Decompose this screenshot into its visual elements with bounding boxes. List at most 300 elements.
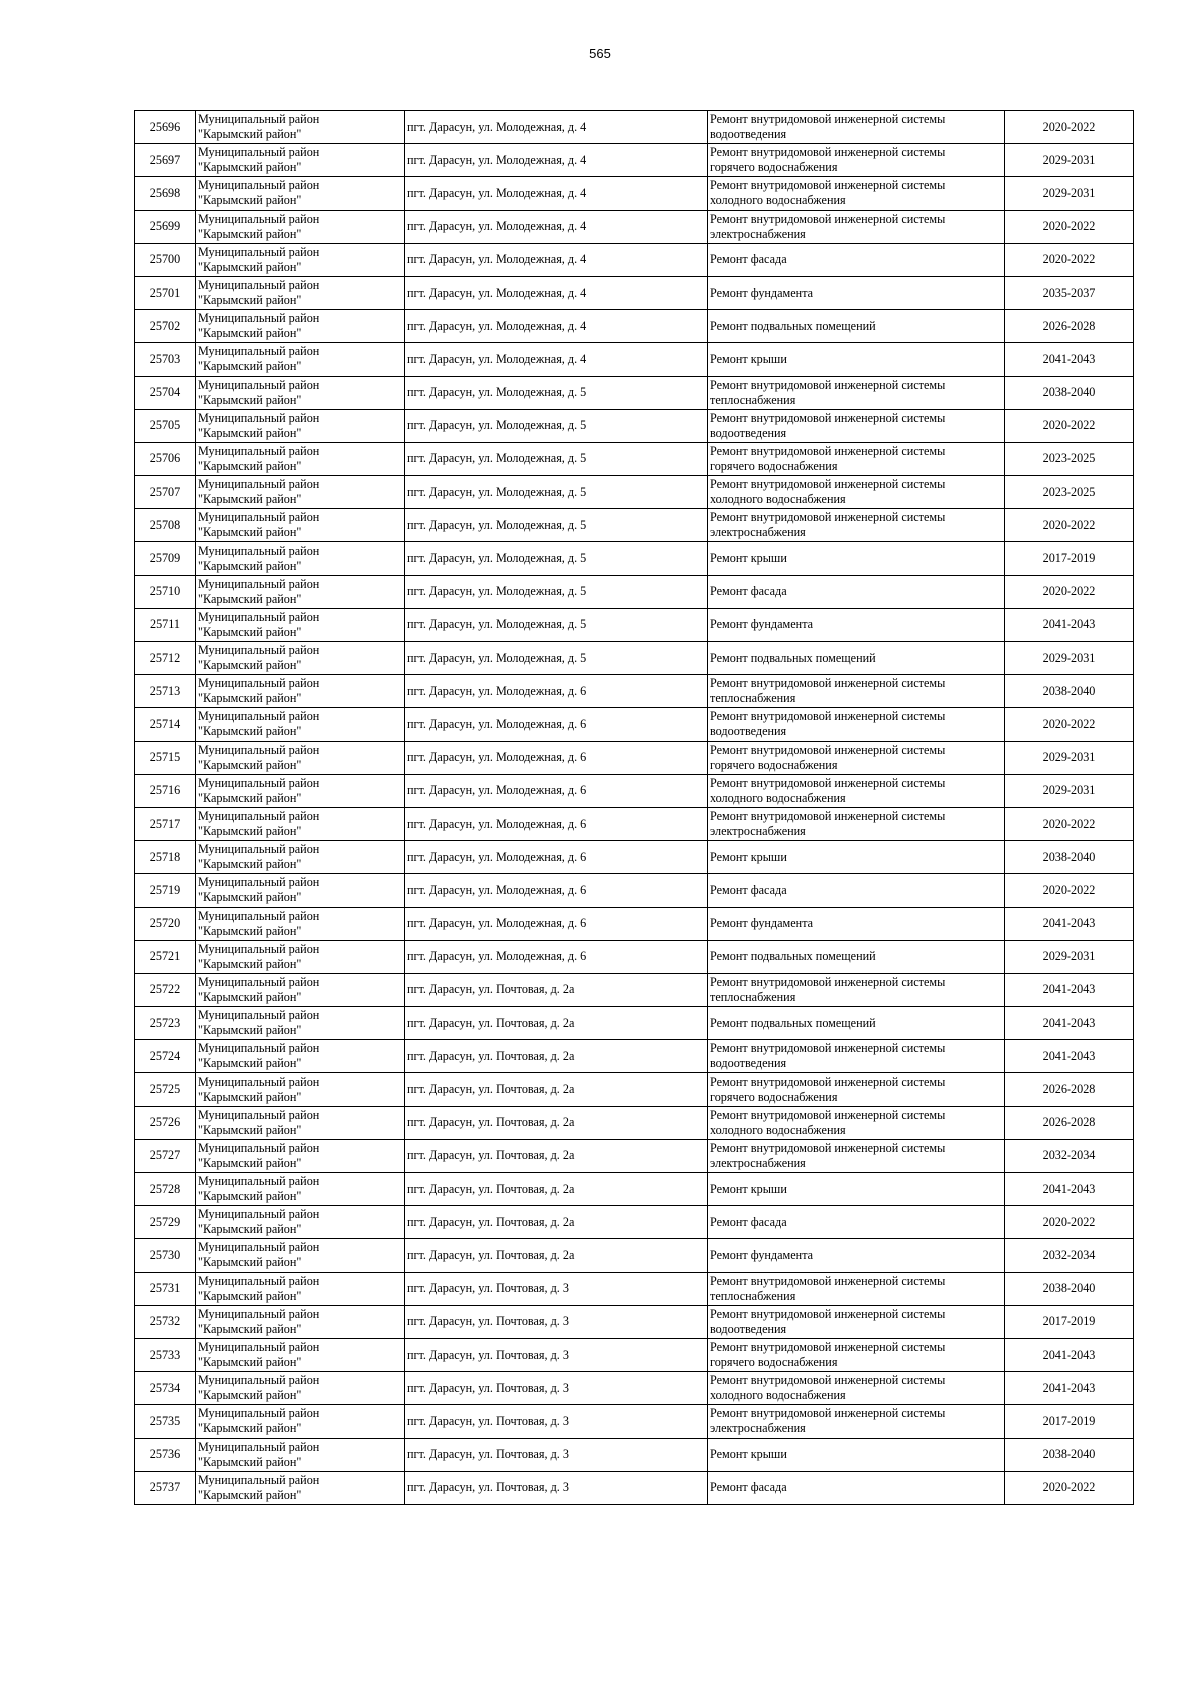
address-text: пгт. Дарасун, ул. Почтовая, д. 3	[407, 1480, 569, 1495]
table-row	[135, 575, 1134, 608]
period-text: 2020-2022	[1042, 816, 1096, 831]
period-text: 2032-2034	[1042, 1148, 1096, 1163]
address-cell	[405, 1405, 708, 1438]
district-text: Муниципальный район "Карымский район"	[198, 1074, 320, 1104]
period-cell	[1005, 276, 1134, 309]
address-text: пгт. Дарасун, ул. Молодежная, д. 6	[407, 916, 587, 931]
work-text: Ремонт внутридомовой инженерной системы электроснабжения	[710, 211, 946, 241]
num-text: 25707	[149, 484, 181, 499]
work-text: Ремонт подвальных помещений	[710, 318, 876, 333]
address-cell	[405, 608, 708, 641]
table-row	[135, 774, 1134, 807]
period-cell	[1005, 1471, 1134, 1504]
address-text: пгт. Дарасун, ул. Молодежная, д. 5	[407, 484, 587, 499]
address-text: пгт. Дарасун, ул. Молодежная, д. 4	[407, 219, 587, 234]
work-text: Ремонт внутридомовой инженерной системы водоотведения	[710, 112, 946, 142]
record-number-cell	[135, 973, 196, 1006]
district-cell	[196, 973, 405, 1006]
record-number-cell	[135, 1173, 196, 1206]
period-cell	[1005, 1239, 1134, 1272]
district-text: Муниципальный район "Карымский район"	[198, 709, 320, 739]
address-text: пгт. Дарасун, ул. Молодежная, д. 5	[407, 551, 587, 566]
work-text: Ремонт внутридомовой инженерной системы электроснабжения	[710, 1406, 946, 1436]
district-text: Муниципальный район "Карымский район"	[198, 1340, 320, 1370]
period-cell	[1005, 642, 1134, 675]
district-text: Муниципальный район "Карымский район"	[198, 344, 320, 374]
district-text: Муниципальный район "Карымский район"	[198, 278, 320, 308]
district-text: Муниципальный район "Карымский район"	[198, 112, 320, 142]
record-number-cell	[135, 575, 196, 608]
district-text: Муниципальный район "Карымский район"	[198, 875, 320, 905]
work-type-cell	[708, 542, 1005, 575]
work-type-cell	[708, 509, 1005, 542]
work-text: Ремонт фасада	[710, 1214, 787, 1229]
record-number-cell	[135, 1405, 196, 1438]
address-cell	[405, 1073, 708, 1106]
period-text: 2020-2022	[1042, 716, 1096, 731]
address-text: пгт. Дарасун, ул. Молодежная, д. 5	[407, 584, 587, 599]
record-number-cell	[135, 310, 196, 343]
work-type-cell	[708, 1239, 1005, 1272]
district-cell	[196, 1405, 405, 1438]
period-text: 2020-2022	[1042, 418, 1096, 433]
district-cell	[196, 1305, 405, 1338]
work-type-cell	[708, 210, 1005, 243]
period-cell	[1005, 1206, 1134, 1239]
district-text: Муниципальный район "Карымский район"	[198, 377, 320, 407]
work-type-cell	[708, 1471, 1005, 1504]
work-text: Ремонт фундамента	[710, 1247, 814, 1262]
table-row	[135, 907, 1134, 940]
period-cell	[1005, 1305, 1134, 1338]
period-text: 2017-2019	[1042, 1413, 1096, 1428]
period-text: 2029-2031	[1042, 152, 1096, 167]
address-text: пгт. Дарасун, ул. Молодежная, д. 4	[407, 285, 587, 300]
table-row	[135, 509, 1134, 542]
address-text: пгт. Дарасун, ул. Молодежная, д. 5	[407, 617, 587, 632]
period-text: 2020-2022	[1042, 252, 1096, 267]
num-text: 25725	[149, 1082, 181, 1097]
period-text: 2020-2022	[1042, 1480, 1096, 1495]
district-cell	[196, 1272, 405, 1305]
period-cell	[1005, 708, 1134, 741]
period-text: 2041-2043	[1042, 617, 1096, 632]
record-number-cell	[135, 874, 196, 907]
work-type-cell	[708, 376, 1005, 409]
record-number-cell	[135, 708, 196, 741]
address-cell	[405, 575, 708, 608]
address-text: пгт. Дарасун, ул. Молодежная, д. 6	[407, 849, 587, 864]
district-text: Муниципальный район "Карымский район"	[198, 643, 320, 673]
table-row	[135, 1305, 1134, 1338]
district-cell	[196, 1471, 405, 1504]
num-text: 25727	[149, 1148, 181, 1163]
work-type-cell	[708, 608, 1005, 641]
table-row	[135, 741, 1134, 774]
address-text: пгт. Дарасун, ул. Почтовая, д. 2а	[407, 1214, 575, 1229]
work-type-cell	[708, 807, 1005, 840]
record-number-cell	[135, 642, 196, 675]
num-text: 25713	[149, 683, 181, 698]
address-cell	[405, 774, 708, 807]
work-text: Ремонт внутридомовой инженерной системы холодного водоснабжения	[710, 775, 946, 805]
address-text: пгт. Дарасун, ул. Молодежная, д. 5	[407, 517, 587, 532]
district-text: Муниципальный район "Карымский район"	[198, 178, 320, 208]
work-text: Ремонт фундамента	[710, 916, 814, 931]
period-cell	[1005, 343, 1134, 376]
num-text: 25717	[149, 816, 181, 831]
district-cell	[196, 841, 405, 874]
district-text: Муниципальный район "Карымский район"	[198, 211, 320, 241]
address-cell	[405, 1305, 708, 1338]
district-cell	[196, 476, 405, 509]
district-cell	[196, 1239, 405, 1272]
work-text: Ремонт крыши	[710, 351, 787, 366]
district-cell	[196, 509, 405, 542]
district-cell	[196, 807, 405, 840]
record-number-cell	[135, 907, 196, 940]
period-cell	[1005, 1173, 1134, 1206]
period-text: 2038-2040	[1042, 385, 1096, 400]
num-text: 25732	[149, 1314, 181, 1329]
period-text: 2029-2031	[1042, 750, 1096, 765]
period-cell	[1005, 177, 1134, 210]
period-text: 2026-2028	[1042, 1115, 1096, 1130]
record-number-cell	[135, 177, 196, 210]
period-text: 2020-2022	[1042, 584, 1096, 599]
period-cell	[1005, 442, 1134, 475]
table-row	[135, 1007, 1134, 1040]
address-text: пгт. Дарасун, ул. Молодежная, д. 4	[407, 119, 587, 134]
work-type-cell	[708, 708, 1005, 741]
records-table-body	[135, 111, 1134, 1505]
period-text: 2029-2031	[1042, 783, 1096, 798]
work-text: Ремонт крыши	[710, 1181, 787, 1196]
district-cell	[196, 575, 405, 608]
work-type-cell	[708, 1007, 1005, 1040]
work-type-cell	[708, 940, 1005, 973]
district-cell	[196, 376, 405, 409]
work-type-cell	[708, 907, 1005, 940]
address-text: пгт. Дарасун, ул. Молодежная, д. 4	[407, 185, 587, 200]
record-number-cell	[135, 442, 196, 475]
address-cell	[405, 310, 708, 343]
district-cell	[196, 243, 405, 276]
address-text: пгт. Дарасун, ул. Молодежная, д. 5	[407, 451, 587, 466]
district-cell	[196, 741, 405, 774]
district-cell	[196, 774, 405, 807]
district-text: Муниципальный район "Карымский район"	[198, 410, 320, 440]
period-text: 2023-2025	[1042, 484, 1096, 499]
table-row	[135, 940, 1134, 973]
table-row	[135, 608, 1134, 641]
address-cell	[405, 1471, 708, 1504]
period-cell	[1005, 310, 1134, 343]
period-cell	[1005, 1007, 1134, 1040]
address-text: пгт. Дарасун, ул. Почтовая, д. 2а	[407, 1148, 575, 1163]
district-text: Муниципальный район "Карымский район"	[198, 510, 320, 540]
district-text: Муниципальный район "Карымский район"	[198, 244, 320, 274]
num-text: 25710	[149, 584, 181, 599]
num-text: 25698	[149, 185, 181, 200]
num-text: 25700	[149, 252, 181, 267]
num-text: 25696	[149, 119, 181, 134]
num-text: 25737	[149, 1480, 181, 1495]
district-cell	[196, 1173, 405, 1206]
table-row	[135, 1106, 1134, 1139]
record-number-cell	[135, 343, 196, 376]
record-number-cell	[135, 1040, 196, 1073]
district-cell	[196, 874, 405, 907]
district-text: Муниципальный район "Карымский район"	[198, 842, 320, 872]
work-type-cell	[708, 310, 1005, 343]
district-text: Муниципальный район "Карымский район"	[198, 1240, 320, 1270]
table-row	[135, 1073, 1134, 1106]
district-text: Муниципальный район "Карымский район"	[198, 1041, 320, 1071]
address-cell	[405, 874, 708, 907]
district-text: Муниципальный район "Карымский район"	[198, 1174, 320, 1204]
table-row	[135, 1471, 1134, 1504]
work-type-cell	[708, 1338, 1005, 1371]
work-type-cell	[708, 111, 1005, 144]
num-text: 25728	[149, 1181, 181, 1196]
work-type-cell	[708, 1372, 1005, 1405]
period-cell	[1005, 376, 1134, 409]
period-cell	[1005, 409, 1134, 442]
table-row	[135, 1040, 1134, 1073]
district-text: Муниципальный район "Карымский район"	[198, 974, 320, 1004]
address-text: пгт. Дарасун, ул. Молодежная, д. 6	[407, 783, 587, 798]
record-number-cell	[135, 1106, 196, 1139]
work-text: Ремонт крыши	[710, 849, 787, 864]
period-cell	[1005, 1405, 1134, 1438]
page-number: 565	[589, 46, 611, 61]
table-row	[135, 1438, 1134, 1471]
address-text: пгт. Дарасун, ул. Почтовая, д. 3	[407, 1347, 569, 1362]
address-cell	[405, 1173, 708, 1206]
district-text: Муниципальный район "Карымский район"	[198, 775, 320, 805]
district-text: Муниципальный район "Карымский район"	[198, 1306, 320, 1336]
period-text: 2017-2019	[1042, 551, 1096, 566]
address-text: пгт. Дарасун, ул. Почтовая, д. 3	[407, 1314, 569, 1329]
table-row	[135, 442, 1134, 475]
table-row	[135, 1239, 1134, 1272]
record-number-cell	[135, 210, 196, 243]
address-cell	[405, 442, 708, 475]
work-type-cell	[708, 1040, 1005, 1073]
district-text: Муниципальный район "Карымский район"	[198, 1008, 320, 1038]
num-text: 25716	[149, 783, 181, 798]
address-text: пгт. Дарасун, ул. Почтовая, д. 3	[407, 1281, 569, 1296]
address-cell	[405, 907, 708, 940]
work-type-cell	[708, 741, 1005, 774]
work-text: Ремонт подвальных помещений	[710, 650, 876, 665]
period-cell	[1005, 774, 1134, 807]
district-cell	[196, 276, 405, 309]
table-row	[135, 1372, 1134, 1405]
work-text: Ремонт фасада	[710, 1480, 787, 1495]
work-type-cell	[708, 1305, 1005, 1338]
work-type-cell	[708, 144, 1005, 177]
table-row	[135, 177, 1134, 210]
district-cell	[196, 1372, 405, 1405]
num-text: 25704	[149, 385, 181, 400]
num-text: 25726	[149, 1115, 181, 1130]
num-text: 25702	[149, 318, 181, 333]
record-number-cell	[135, 1206, 196, 1239]
records-table	[134, 110, 1134, 1505]
work-text: Ремонт крыши	[710, 1447, 787, 1462]
work-type-cell	[708, 774, 1005, 807]
record-number-cell	[135, 1471, 196, 1504]
period-cell	[1005, 940, 1134, 973]
num-text: 25705	[149, 418, 181, 433]
num-text: 25729	[149, 1214, 181, 1229]
period-cell	[1005, 1338, 1134, 1371]
work-type-cell	[708, 476, 1005, 509]
work-type-cell	[708, 642, 1005, 675]
address-text: пгт. Дарасун, ул. Почтовая, д. 2а	[407, 1048, 575, 1063]
record-number-cell	[135, 1305, 196, 1338]
num-text: 25709	[149, 551, 181, 566]
table-row	[135, 376, 1134, 409]
work-text: Ремонт внутридомовой инженерной системы горячего водоснабжения	[710, 1074, 946, 1104]
table-row	[135, 111, 1134, 144]
address-cell	[405, 642, 708, 675]
num-text: 25714	[149, 716, 181, 731]
address-cell	[405, 1206, 708, 1239]
record-number-cell	[135, 509, 196, 542]
period-text: 2029-2031	[1042, 650, 1096, 665]
num-text: 25720	[149, 916, 181, 931]
address-cell	[405, 243, 708, 276]
district-text: Муниципальный район "Карымский район"	[198, 809, 320, 839]
address-text: пгт. Дарасун, ул. Почтовая, д. 2а	[407, 1015, 575, 1030]
address-text: пгт. Дарасун, ул. Молодежная, д. 5	[407, 418, 587, 433]
district-text: Муниципальный район "Карымский район"	[198, 908, 320, 938]
num-text: 25734	[149, 1380, 181, 1395]
district-cell	[196, 177, 405, 210]
district-text: Муниципальный район "Карымский район"	[198, 941, 320, 971]
work-text: Ремонт внутридомовой инженерной системы электроснабжения	[710, 1140, 946, 1170]
district-cell	[196, 1073, 405, 1106]
period-text: 2035-2037	[1042, 285, 1096, 300]
record-number-cell	[135, 1438, 196, 1471]
district-cell	[196, 675, 405, 708]
num-text: 25731	[149, 1281, 181, 1296]
period-cell	[1005, 907, 1134, 940]
district-cell	[196, 144, 405, 177]
table-row	[135, 210, 1134, 243]
record-number-cell	[135, 1272, 196, 1305]
period-text: 2041-2043	[1042, 1048, 1096, 1063]
district-text: Муниципальный район "Карымский район"	[198, 1107, 320, 1137]
work-text: Ремонт крыши	[710, 551, 787, 566]
record-number-cell	[135, 608, 196, 641]
table-row	[135, 1173, 1134, 1206]
district-text: Муниципальный район "Карымский район"	[198, 1373, 320, 1403]
record-number-cell	[135, 243, 196, 276]
address-cell	[405, 1438, 708, 1471]
work-type-cell	[708, 1073, 1005, 1106]
num-text: 25730	[149, 1247, 181, 1262]
address-cell	[405, 841, 708, 874]
table-row	[135, 807, 1134, 840]
record-number-cell	[135, 476, 196, 509]
work-type-cell	[708, 1206, 1005, 1239]
address-cell	[405, 509, 708, 542]
period-text: 2041-2043	[1042, 1181, 1096, 1196]
address-text: пгт. Дарасун, ул. Молодежная, д. 6	[407, 683, 587, 698]
address-text: пгт. Дарасун, ул. Почтовая, д. 2а	[407, 1082, 575, 1097]
period-cell	[1005, 1438, 1134, 1471]
period-text: 2041-2043	[1042, 916, 1096, 931]
num-text: 25719	[149, 882, 181, 897]
work-text: Ремонт подвальных помещений	[710, 1015, 876, 1030]
record-number-cell	[135, 841, 196, 874]
work-text: Ремонт внутридомовой инженерной системы водоотведения	[710, 709, 946, 739]
address-cell	[405, 940, 708, 973]
work-text: Ремонт внутридомовой инженерной системы теплоснабжения	[710, 377, 946, 407]
address-text: пгт. Дарасун, ул. Молодежная, д. 4	[407, 318, 587, 333]
period-cell	[1005, 1372, 1134, 1405]
address-text: пгт. Дарасун, ул. Молодежная, д. 6	[407, 816, 587, 831]
work-text: Ремонт внутридомовой инженерной системы горячего водоснабжения	[710, 443, 946, 473]
num-text: 25733	[149, 1347, 181, 1362]
address-cell	[405, 276, 708, 309]
period-text: 2026-2028	[1042, 1082, 1096, 1097]
period-text: 2041-2043	[1042, 1015, 1096, 1030]
work-type-cell	[708, 409, 1005, 442]
work-text: Ремонт внутридомовой инженерной системы водоотведения	[710, 410, 946, 440]
period-text: 2038-2040	[1042, 849, 1096, 864]
district-text: Муниципальный район "Карымский район"	[198, 609, 320, 639]
num-text: 25724	[149, 1048, 181, 1063]
work-type-cell	[708, 1139, 1005, 1172]
address-cell	[405, 1040, 708, 1073]
address-text: пгт. Дарасун, ул. Почтовая, д. 3	[407, 1447, 569, 1462]
address-cell	[405, 807, 708, 840]
address-text: пгт. Дарасун, ул. Молодежная, д. 4	[407, 351, 587, 366]
district-cell	[196, 442, 405, 475]
work-type-cell	[708, 442, 1005, 475]
table-row	[135, 642, 1134, 675]
num-text: 25715	[149, 750, 181, 765]
record-number-cell	[135, 1338, 196, 1371]
num-text: 25721	[149, 949, 181, 964]
period-cell	[1005, 608, 1134, 641]
address-cell	[405, 1372, 708, 1405]
table-row	[135, 841, 1134, 874]
address-text: пгт. Дарасун, ул. Почтовая, д. 2а	[407, 1181, 575, 1196]
district-cell	[196, 1106, 405, 1139]
num-text: 25711	[149, 617, 181, 632]
work-text: Ремонт внутридомовой инженерной системы теплоснабжения	[710, 676, 946, 706]
table-row	[135, 476, 1134, 509]
num-text: 25701	[149, 285, 181, 300]
record-number-cell	[135, 144, 196, 177]
address-text: пгт. Дарасун, ул. Молодежная, д. 6	[407, 949, 587, 964]
district-text: Муниципальный район "Карымский район"	[198, 443, 320, 473]
address-text: пгт. Дарасун, ул. Молодежная, д. 6	[407, 716, 587, 731]
address-cell	[405, 476, 708, 509]
district-text: Муниципальный район "Карымский район"	[198, 742, 320, 772]
work-text: Ремонт внутридомовой инженерной системы холодного водоснабжения	[710, 477, 946, 507]
table-row	[135, 409, 1134, 442]
table-row	[135, 708, 1134, 741]
work-text: Ремонт внутридомовой инженерной системы горячего водоснабжения	[710, 145, 946, 175]
period-cell	[1005, 1272, 1134, 1305]
